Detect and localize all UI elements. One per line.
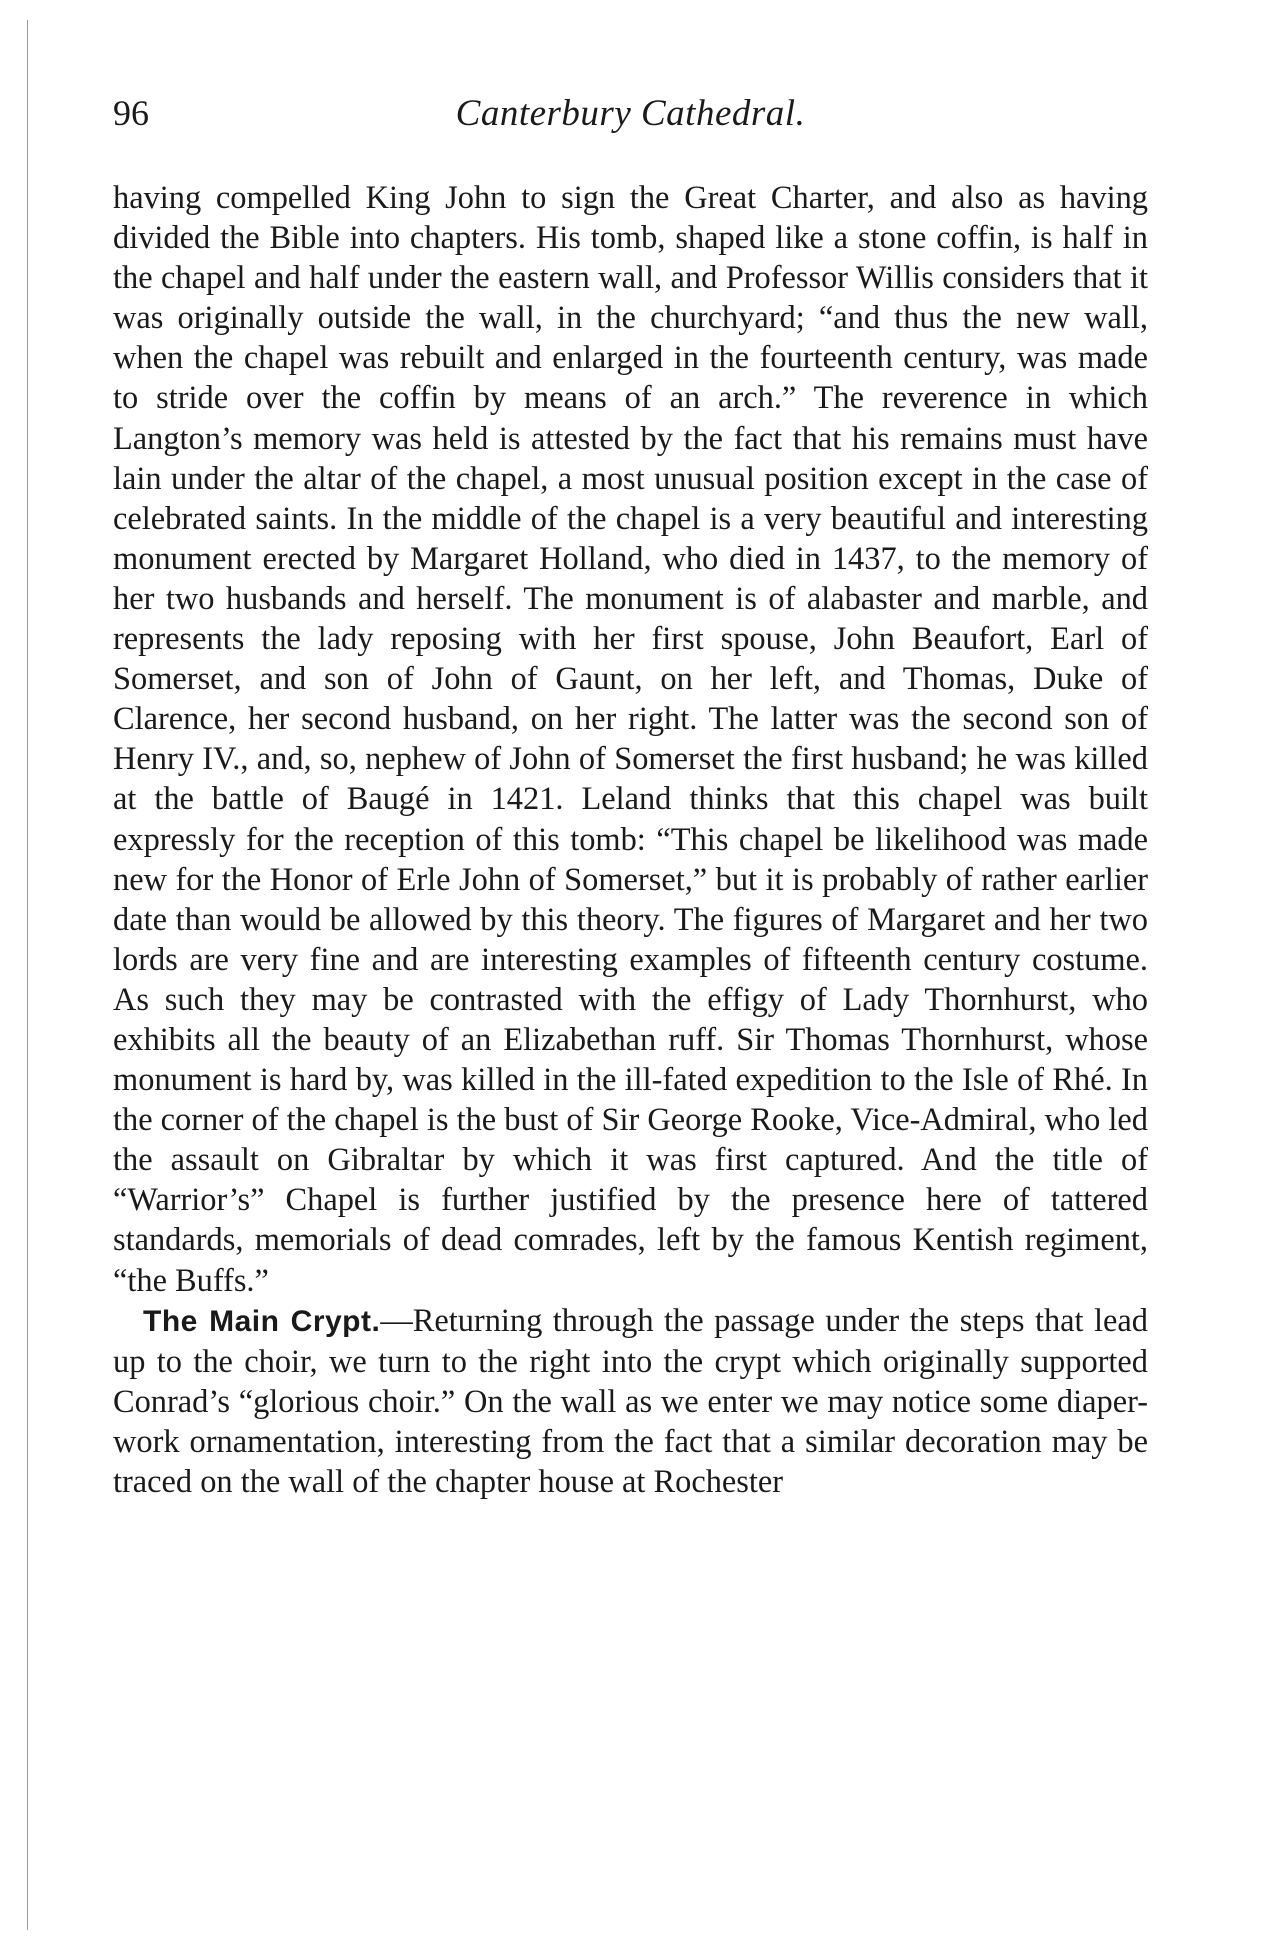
body-text — [113, 178, 1148, 1502]
book-page — [113, 92, 1148, 1502]
section-heading-main-crypt: The Main Crypt. — [143, 1304, 381, 1338]
paragraph-warriors-chapel: having compelled King John to sign the Great Charter, and also as having divided the Bible into chapters. His tomb, shaped like a stone coffin, is half in the chapel and half under the eastern wall, and Professor Willis considers that it was originally outside the wall, in the churchyard; “and thus the new wall, when the chapel was rebuilt and enlarged in the fourteenth century, was made to stride over the coffin by means of an arch.” The reverence in which Langton’s memory was held is attested by the fact that his remains must have lain under the altar of the chapel, a most unusual position except in the case of celebrated saints. In the middle of the chapel is a very beautiful and interesting monument erected by Margaret Holland, who died in 1437, to the memory of her two husbands and herself. The monument is of alabaster and marble, and represents the lady reposing with her first spouse, John Beaufort, Earl of Somerset, and son of John of Gaunt, on her left, and Thomas, Duke of Clarence, her second husband, on her right. The latter was the second son of Henry IV., and, so, nephew of John of Somerset the first husband; he was killed at the battle of Baugé in 1421. Leland thinks that this chapel was built expressly for the reception of this tomb: “This chapel be likelihood was made new for the Honor of Erle John of Somerset,” but it is probably of rather earlier date than would be allowed by this theory. The figures of Margaret and her two lords are very fine and are interesting examples of fifteenth century costume. As such they may be contrasted with the effigy of Lady Thornhurst, who exhibits all the beauty of an Elizabethan ruff. Sir Thomas Thornhurst, whose monument is hard by, was killed in the ill-fated expedition to the Isle of Rhé. In the corner of the chapel is the bust of Sir George Rooke, Vice-Admiral, who led the assault on Gibraltar by which it was first captured. And the title of “Warrior’s” Chapel is further justified by the presence here of tattered standards, memorials of dead comrades, left by the famous Kentish regiment, “the Buffs.” — [113, 180, 1148, 1299]
paragraph-main-crypt — [113, 1301, 1148, 1502]
page-gutter-line — [27, 20, 28, 1930]
running-title: Canterbury Cathedral. — [455, 93, 806, 134]
paragraph-main-crypt-text: —Returning through the passage under the steps that lead up to the choir, we turn to the right into the crypt which originally supported Conrad’s “glorious choir.” On the wall as we enter we may notice some diaper-work ornamentation, interesting from the fact that a similar decoration may be traced on the wall of the chapter house at Rochester — [113, 1302, 1149, 1500]
page-number: 96 — [113, 93, 149, 133]
running-head — [113, 92, 1148, 152]
